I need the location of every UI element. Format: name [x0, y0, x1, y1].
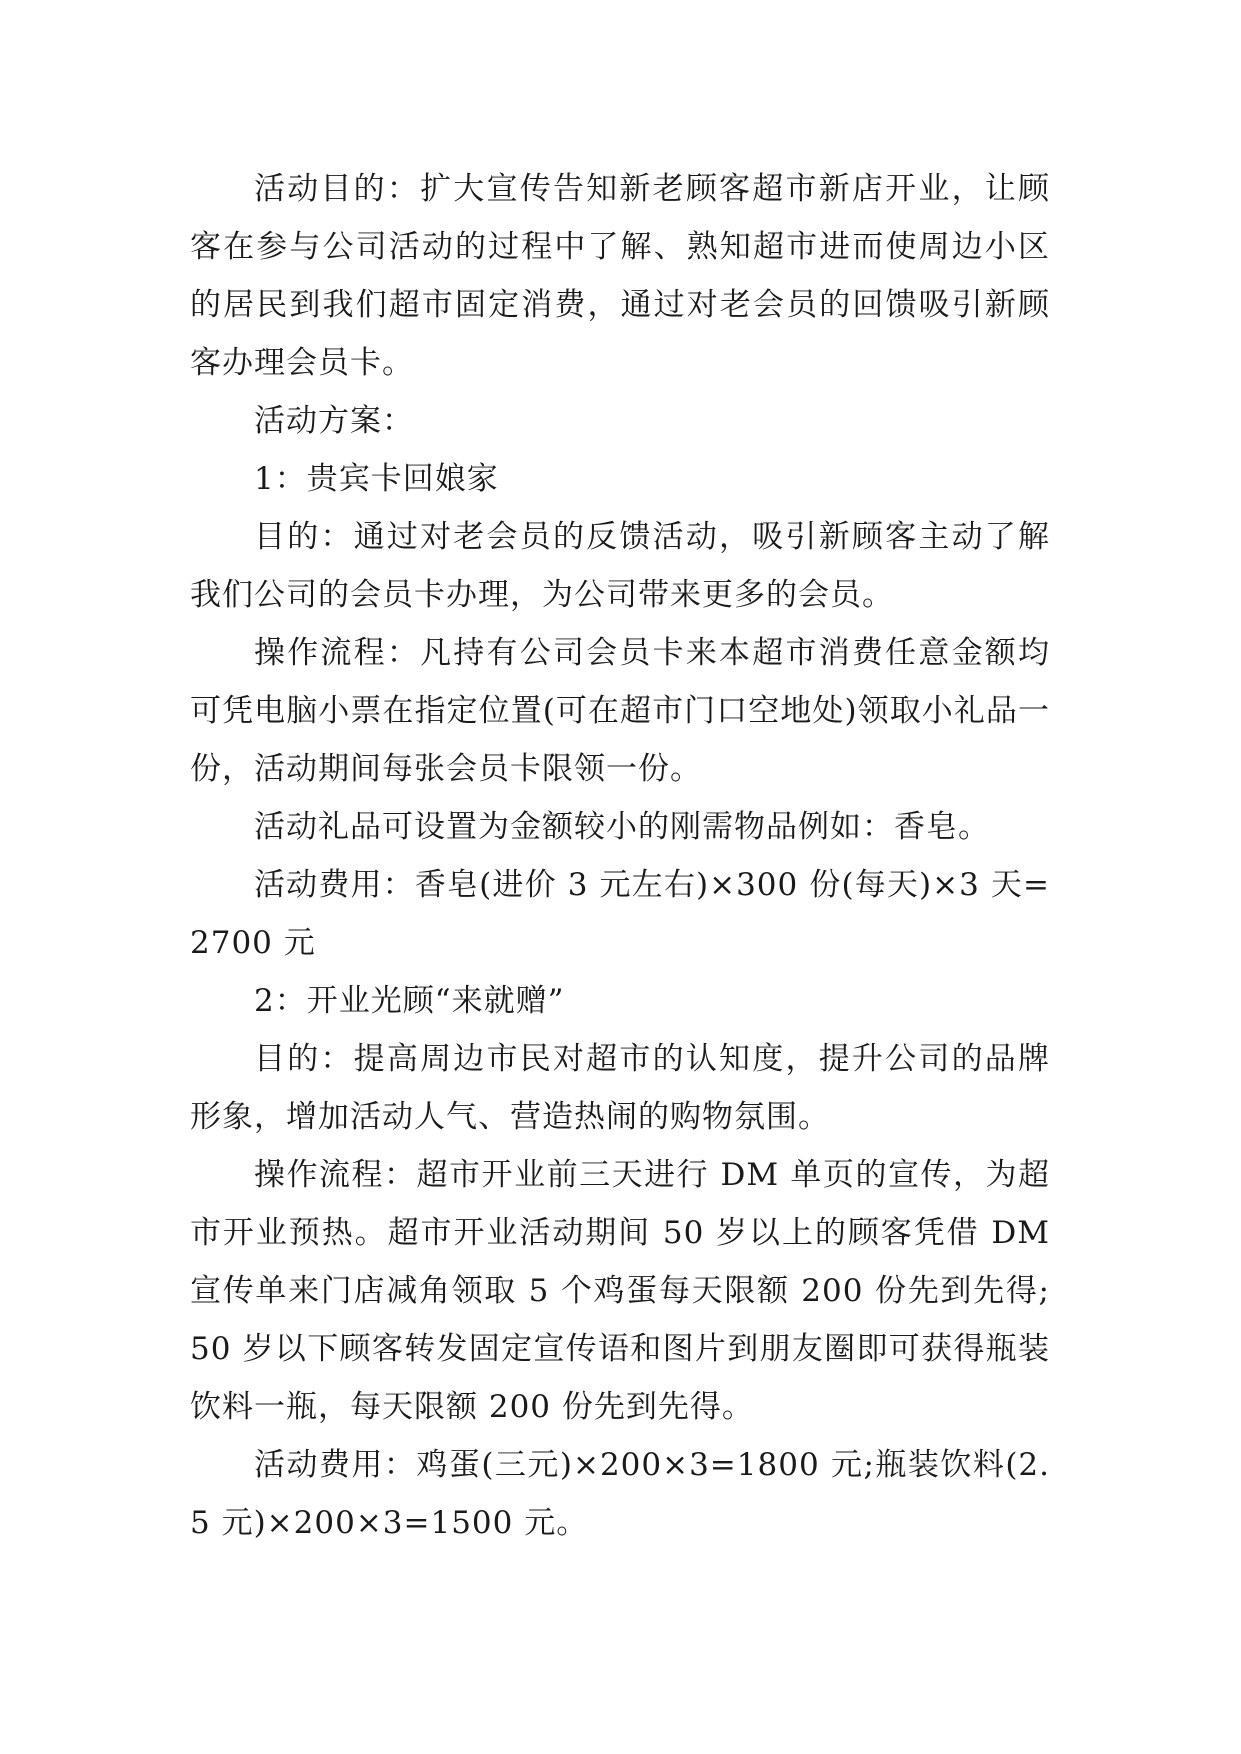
paragraph-section-2-cost: 活动费用：鸡蛋(三元)×200×3=1800 元;瓶装饮料(2.5 元)×200×3=1500 元。	[190, 1447, 1050, 1541]
paragraph-activity-plan-heading: 活动方案：	[254, 403, 414, 439]
paragraph-section-1-process: 操作流程：凡持有公司会员卡来本超市消费任意金额均可凭电脑小票在指定位置(可在超市门口空地处)领取小礼品一份，活动期间每张会员卡限领一份。	[190, 635, 1050, 787]
document-body	[190, 160, 1050, 1552]
paragraph-section-1-purpose: 目的：通过对老会员的反馈活动，吸引新顾客主动了解我们公司的会员卡办理，为公司带来更多的会员。	[190, 519, 1050, 613]
paragraph-section-2-heading: 2：开业光顾“来就赠”	[254, 983, 565, 1019]
paragraph-section-2-process: 操作流程：超市开业前三天进行 DM 单页的宣传，为超市开业预热。超市开业活动期间 50 岁以上的顾客凭借 DM 宣传单来门店减角领取 5 个鸡蛋每天限额 200 份先到先得;50 岁以下顾客转发固定宣传语和图片到朋友圈即可获得瓶装饮料一瓶，每天限额 200 份先到先得。	[190, 1157, 1050, 1425]
paragraph-section-2-purpose: 目的：提高周边市民对超市的认知度，提升公司的品牌形象，增加活动人气、营造热闹的购物氛围。	[190, 1041, 1050, 1135]
paragraph-section-1-gift: 活动礼品可设置为金额较小的刚需物品例如：香皂。	[254, 809, 990, 845]
paragraph-section-1-cost: 活动费用：香皂(进价 3 元左右)×300 份(每天)×3 天=2700 元	[190, 867, 1050, 961]
paragraph-section-1-heading: 1：贵宾卡回娘家	[254, 461, 499, 497]
paragraph-activity-goal: 活动目的：扩大宣传告知新老顾客超市新店开业，让顾客在参与公司活动的过程中了解、熟知超市进而使周边小区的居民到我们超市固定消费，通过对老会员的回馈吸引新顾客办理会员卡。	[190, 171, 1050, 381]
